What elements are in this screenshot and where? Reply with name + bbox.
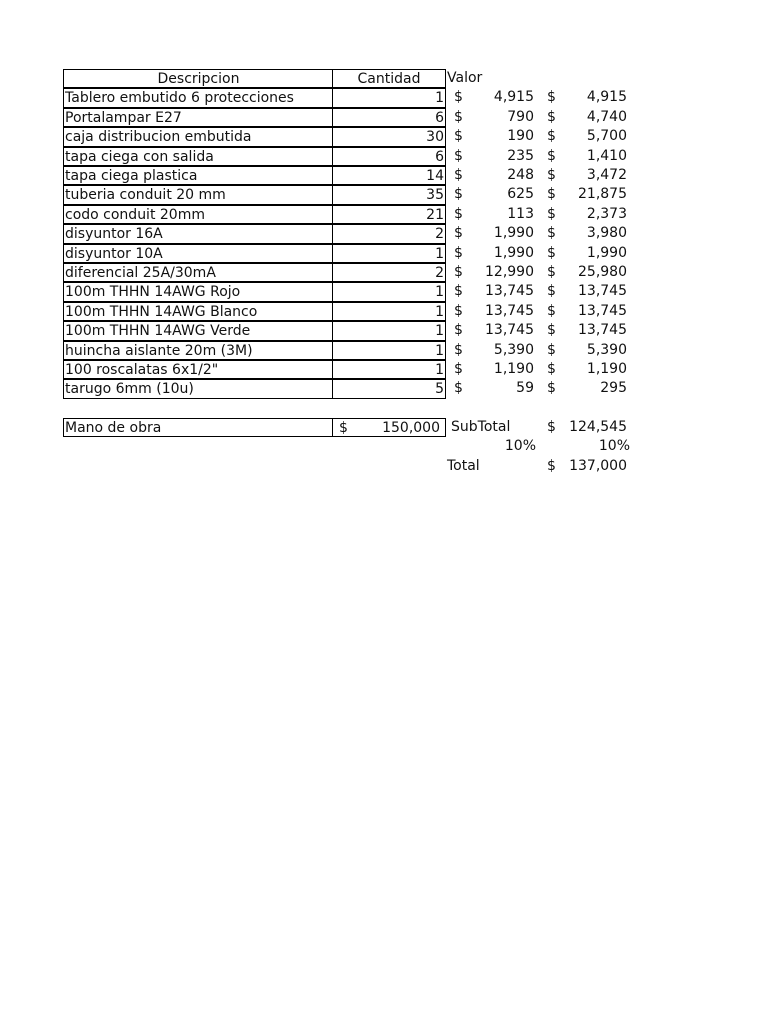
- item-quantity[interactable]: 1: [332, 360, 446, 379]
- item-description[interactable]: Portalampar E27: [63, 108, 333, 127]
- item-description[interactable]: codo conduit 20mm: [63, 205, 333, 224]
- currency-symbol: $: [454, 244, 463, 261]
- item-unit-price[interactable]: 12,990: [485, 264, 534, 280]
- item-unit-price[interactable]: 248: [507, 167, 534, 183]
- item-unit-price[interactable]: 13,745: [485, 322, 534, 339]
- currency-symbol: $: [547, 89, 556, 106]
- currency-symbol: $: [454, 108, 463, 125]
- item-quantity[interactable]: 2: [332, 224, 446, 243]
- item-unit-price[interactable]: 235: [507, 147, 534, 164]
- item-quantity[interactable]: 1: [332, 88, 446, 107]
- currency-symbol: $: [547, 244, 556, 261]
- table-row: [0, 360, 768, 379]
- table-row: [0, 166, 768, 185]
- table-row: [0, 88, 768, 107]
- item-unit-price[interactable]: 190: [507, 128, 534, 145]
- currency-symbol: $: [454, 167, 463, 183]
- currency-symbol: $: [547, 302, 556, 319]
- table-row: [0, 282, 768, 301]
- item-quantity[interactable]: 1: [332, 321, 446, 340]
- item-line-total[interactable]: 3,472: [586, 167, 627, 183]
- table-row: [0, 321, 768, 340]
- item-line-total[interactable]: 4,740: [586, 108, 627, 125]
- table-row: [0, 185, 768, 204]
- currency-symbol: $: [454, 128, 463, 145]
- currency-symbol: $: [454, 302, 463, 319]
- item-unit-price[interactable]: 1,990: [493, 225, 534, 242]
- item-description[interactable]: 100 roscalatas 6x1/2": [63, 360, 333, 379]
- header-row: [0, 69, 768, 88]
- item-unit-price[interactable]: 1,190: [493, 361, 534, 377]
- currency-symbol: $: [454, 341, 463, 358]
- item-quantity[interactable]: 21: [332, 205, 446, 224]
- item-unit-price[interactable]: 5,390: [493, 341, 534, 358]
- item-description[interactable]: 100m THHN 14AWG Blanco: [63, 302, 333, 321]
- currency-symbol: $: [339, 420, 348, 436]
- table-row: [0, 244, 768, 263]
- currency-symbol: $: [547, 283, 556, 300]
- item-quantity[interactable]: 30: [332, 127, 446, 146]
- currency-symbol: $: [547, 419, 556, 435]
- currency-symbol: $: [454, 283, 463, 300]
- item-line-total[interactable]: 5,700: [586, 128, 627, 145]
- item-line-total[interactable]: 1,990: [586, 244, 627, 261]
- item-unit-price[interactable]: 59: [516, 380, 534, 397]
- table-row: [0, 341, 768, 360]
- currency-symbol: $: [547, 205, 556, 222]
- item-unit-price[interactable]: 1,990: [493, 244, 534, 261]
- currency-symbol: $: [454, 89, 463, 106]
- item-description[interactable]: diferencial 25A/30mA: [63, 263, 333, 282]
- currency-symbol: $: [547, 167, 556, 183]
- item-description[interactable]: Tablero embutido 6 protecciones: [63, 88, 333, 107]
- currency-symbol: $: [454, 361, 463, 377]
- currency-symbol: $: [547, 225, 556, 242]
- percent-value[interactable]: 10%: [598, 438, 630, 455]
- currency-symbol: $: [454, 225, 463, 242]
- table-row: [0, 379, 768, 398]
- item-line-total[interactable]: 1,410: [586, 147, 627, 164]
- item-unit-price[interactable]: 13,745: [485, 302, 534, 319]
- item-description[interactable]: huincha aislante 20m (3M): [63, 341, 333, 360]
- table-row: [0, 302, 768, 321]
- currency-symbol: $: [547, 186, 556, 203]
- percent-row: [0, 437, 768, 456]
- currency-symbol: $: [454, 380, 463, 397]
- item-quantity[interactable]: 6: [332, 108, 446, 127]
- item-line-total[interactable]: 13,745: [578, 283, 627, 300]
- currency-symbol: $: [454, 186, 463, 203]
- item-line-total[interactable]: 13,745: [578, 322, 627, 339]
- currency-symbol: $: [547, 128, 556, 145]
- item-line-total[interactable]: 2,373: [586, 205, 627, 222]
- item-line-total[interactable]: 21,875: [578, 186, 627, 203]
- item-description[interactable]: tarugo 6mm (10u): [63, 379, 333, 398]
- item-line-total[interactable]: 4,915: [586, 89, 627, 106]
- header-valor[interactable]: Valor: [447, 70, 483, 86]
- currency-symbol: $: [547, 380, 556, 397]
- currency-symbol: $: [547, 457, 556, 474]
- table-row: [0, 108, 768, 127]
- item-line-total[interactable]: 5,390: [586, 341, 627, 358]
- item-description[interactable]: tapa ciega con salida: [63, 147, 333, 166]
- item-quantity[interactable]: 5: [332, 379, 446, 398]
- labor-amount: 150,000: [382, 420, 440, 436]
- header-descripcion[interactable]: Descripcion: [63, 69, 333, 88]
- item-unit-price[interactable]: 13,745: [485, 283, 534, 300]
- currency-symbol: $: [547, 264, 556, 280]
- item-unit-price[interactable]: 113: [507, 205, 534, 222]
- currency-symbol: $: [454, 322, 463, 339]
- item-line-total[interactable]: 3,980: [586, 225, 627, 242]
- currency-symbol: $: [547, 322, 556, 339]
- header-cantidad[interactable]: Cantidad: [332, 69, 446, 88]
- item-description[interactable]: disyuntor 10A: [63, 244, 333, 263]
- item-quantity[interactable]: 1: [332, 302, 446, 321]
- labor-amount-cell[interactable]: [332, 418, 446, 437]
- currency-symbol: $: [547, 361, 556, 377]
- currency-symbol: $: [454, 147, 463, 164]
- total-value[interactable]: 137,000: [569, 457, 627, 474]
- subtotal-value[interactable]: 124,545: [569, 419, 627, 435]
- item-quantity[interactable]: 35: [332, 185, 446, 204]
- labor-label[interactable]: Mano de obra: [63, 418, 333, 437]
- item-line-total[interactable]: 295: [600, 380, 627, 397]
- currency-symbol: $: [454, 264, 463, 280]
- currency-symbol: $: [547, 147, 556, 164]
- percent-value[interactable]: 10%: [504, 438, 536, 455]
- item-quantity[interactable]: 2: [332, 263, 446, 282]
- item-line-total[interactable]: 25,980: [578, 264, 627, 280]
- item-unit-price[interactable]: 4,915: [493, 89, 534, 106]
- table-row: [0, 147, 768, 166]
- item-unit-price[interactable]: 625: [507, 186, 534, 203]
- currency-symbol: $: [454, 205, 463, 222]
- total-row: [0, 457, 768, 476]
- table-row: [0, 263, 768, 282]
- table-row: [0, 224, 768, 243]
- item-quantity[interactable]: 1: [332, 341, 446, 360]
- subtotal-label[interactable]: SubTotal: [451, 419, 511, 435]
- table-row: [0, 205, 768, 224]
- item-unit-price[interactable]: 790: [507, 108, 534, 125]
- item-description[interactable]: caja distribucion embutida: [63, 127, 333, 146]
- item-description[interactable]: 100m THHN 14AWG Rojo: [63, 282, 333, 301]
- labor-row: [0, 418, 768, 437]
- currency-symbol: $: [547, 341, 556, 358]
- item-line-total[interactable]: 13,745: [578, 302, 627, 319]
- item-description[interactable]: tuberia conduit 20 mm: [63, 185, 333, 204]
- currency-symbol: $: [547, 108, 556, 125]
- item-description[interactable]: 100m THHN 14AWG Verde: [63, 321, 333, 340]
- item-description[interactable]: tapa ciega plastica: [63, 166, 333, 185]
- total-label[interactable]: Total: [447, 457, 480, 474]
- item-quantity[interactable]: 6: [332, 147, 446, 166]
- item-quantity[interactable]: 14: [332, 166, 446, 185]
- item-quantity[interactable]: 1: [332, 244, 446, 263]
- table-row: [0, 127, 768, 146]
- item-quantity[interactable]: 1: [332, 282, 446, 301]
- item-description[interactable]: disyuntor 16A: [63, 224, 333, 243]
- item-line-total[interactable]: 1,190: [586, 361, 627, 377]
